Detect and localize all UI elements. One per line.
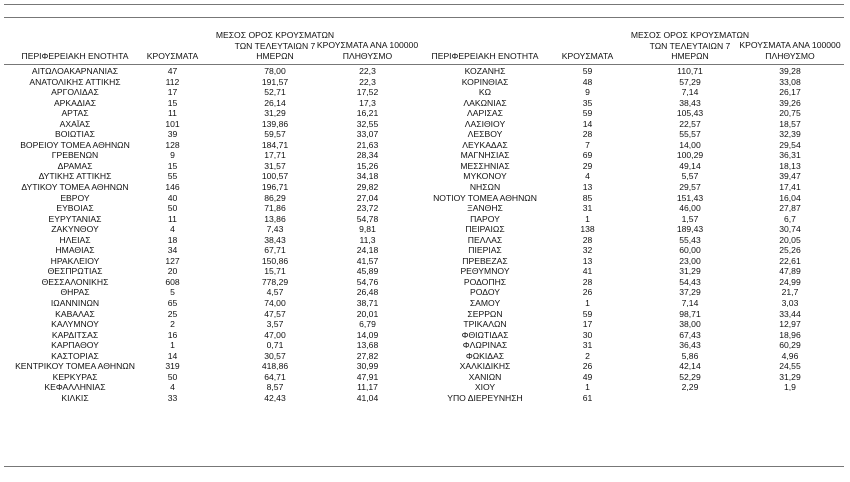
right-per100k-cell: 24,55 (779, 361, 801, 372)
right-cases-cell: 13 (582, 182, 593, 193)
right-per100k-cell: 33,08 (779, 76, 801, 87)
right-avg-cell: 52,29 (679, 371, 701, 382)
right-cases-cell: 2 (585, 350, 590, 361)
right-region-cell: ΠΕΛΛΑΣ (467, 234, 503, 245)
left-region-cell: ΔΥΤΙΚΟΥ ΤΟΜΕΑ ΑΘΗΝΩΝ (21, 182, 129, 193)
right-per100k-column (725, 66, 850, 404)
right-cases-cell: 49 (582, 371, 593, 382)
left-cases-cell: 128 (165, 139, 180, 150)
left-avg-cell: 67,71 (264, 245, 286, 256)
right-cases-cell: 1 (585, 213, 590, 224)
left-cases-cell: 146 (165, 182, 180, 193)
right-region-cell: ΧΑΛΚΙΔΙΚΗΣ (459, 361, 511, 372)
right-per100k-cell: 26,17 (779, 87, 801, 98)
right-avg-cell: 42,14 (679, 361, 701, 372)
left-per100k-cell: 54,76 (356, 276, 379, 287)
left-per100k-cell: 6,79 (359, 319, 376, 330)
left-avg-cell: 31,29 (264, 108, 286, 119)
left-cases-cell: 319 (165, 361, 180, 372)
right-avg-cell: 110,71 (677, 66, 703, 76)
header-top-rule (4, 17, 844, 18)
right-avg-cell: 60,00 (679, 245, 701, 256)
left-per100k-cell: 17,3 (359, 97, 376, 108)
left-region-cell: ΘΕΣΣΑΛΟΝΙΚΗΣ (41, 276, 109, 287)
left-cases-cell: 608 (165, 276, 180, 287)
right-per100k-cell: 12,97 (779, 319, 801, 330)
right-cases-cell: 14 (582, 118, 593, 129)
left-region-cell: ΙΩΑΝΝΙΝΩΝ (50, 298, 100, 309)
right-header-per100k-line: ΠΛΗΘΥΣΜΟ (765, 50, 815, 61)
right-cases-cell: 85 (582, 192, 593, 203)
left-per100k-cell: 38,71 (356, 298, 379, 309)
left-avg-cell: 196,71 (261, 182, 289, 193)
left-cases-cell: 34 (167, 245, 178, 256)
right-cases-cell: 30 (582, 329, 593, 340)
right-per100k-cell: 18,96 (779, 329, 801, 340)
right-per100k-cell: 25,26 (779, 245, 801, 256)
right-avg-cell: 7,14 (681, 298, 699, 309)
left-region-cell: ΗΡΑΚΛΕΙΟΥ (50, 255, 100, 266)
right-per100k-cell: 31,29 (779, 371, 801, 382)
right-per100k-cell: 17,41 (779, 182, 801, 193)
left-cases-cell: 2 (170, 319, 175, 330)
left-per100k-cell: 21,63 (356, 139, 379, 150)
left-per100k-cell: 14,09 (356, 329, 379, 340)
left-per100k-cell: 27,82 (356, 350, 379, 361)
left-per100k-cell: 33,07 (356, 129, 379, 140)
right-region-cell: ΛΕΥΚΑΔΑΣ (462, 139, 508, 150)
right-header-avg-line: ΤΩΝ ΤΕΛΕΥΤΑΙΩΝ 7 (649, 40, 731, 51)
left-region-cell: ΗΜΑΘΙΑΣ (55, 245, 95, 256)
right-region-cell: ΛΑΡΙΣΑΣ (467, 108, 503, 119)
left-per100k-cell: 34,18 (356, 171, 379, 182)
right-header-region: ΠΕΡΙΦΕΡΕΙΑΚΗ ΕΝΟΤΗΤΑ (431, 51, 539, 61)
right-avg-cell: 57,29 (679, 76, 701, 87)
left-cases-cell: 50 (167, 371, 178, 382)
right-region-cell: ΠΙΕΡΙΑΣ (468, 245, 502, 256)
left-avg-cell: 64,71 (264, 371, 286, 382)
left-per100k-cell: 29,82 (356, 182, 379, 193)
left-per100k-cell: 13,68 (356, 340, 379, 351)
left-avg-cell: 418,86 (261, 361, 289, 372)
right-avg-cell: 38,00 (679, 319, 701, 330)
right-avg-cell: 49,14 (679, 160, 701, 171)
left-avg-cell: 30,57 (264, 350, 286, 361)
right-cases-cell: 31 (582, 340, 593, 351)
left-cases-cell: 5 (170, 287, 175, 298)
left-avg-cell: 42,43 (264, 392, 286, 403)
left-region-cell: ΚΑΣΤΟΡΙΑΣ (51, 350, 99, 361)
left-region-cell: ΕΥΒΟΙΑΣ (56, 203, 94, 214)
left-cases-cell: 1 (170, 340, 175, 351)
right-avg-cell: 105,43 (676, 108, 704, 119)
right-avg-cell: 2,29 (681, 382, 699, 393)
right-avg-cell: 29,57 (679, 182, 701, 193)
left-per100k-cell: 17,52 (356, 87, 379, 98)
left-per100k-cell: 9,81 (359, 224, 376, 235)
left-per100k-cell: 41,04 (356, 392, 379, 403)
right-region-cell: ΣΕΡΡΩΝ (467, 308, 503, 319)
left-region-cell: ΚΑΒΑΛΑΣ (55, 308, 95, 319)
left-per100k-cell: 26,48 (356, 287, 379, 298)
right-per100k-cell: 30,74 (779, 224, 801, 235)
right-per100k-cell: 39,26 (779, 97, 801, 108)
left-region-cell: ΓΡΕΒΕΝΩΝ (51, 150, 99, 161)
left-per100k-cell: 22,3 (359, 76, 376, 87)
right-cases-cell: 48 (582, 76, 593, 87)
right-per100k-cell: 27,87 (779, 203, 801, 214)
left-region-cell: ΒΟΡΕΙΟΥ ΤΟΜΕΑ ΑΘΗΝΩΝ (20, 139, 130, 150)
left-avg-cell: 13,86 (264, 213, 286, 224)
bottom-rule (4, 466, 844, 467)
left-region-cell: ΒΟΙΩΤΙΑΣ (55, 129, 95, 140)
right-region-cell: ΦΩΚΙΔΑΣ (465, 350, 505, 361)
right-region-cell: ΚΩ (478, 87, 492, 98)
left-avg-cell: 184,71 (261, 139, 289, 150)
left-per100k-cell: 23,72 (356, 203, 379, 214)
left-header-per100k-line: ΚΡΟΥΣΜΑΤΑ ΑΝΑ 100000 (316, 40, 419, 50)
right-avg-cell: 37,29 (679, 287, 701, 298)
right-region-cell: ΛΑΚΩΝΙΑΣ (463, 97, 507, 108)
left-avg-cell: 78,00 (264, 66, 286, 76)
right-region-cell: ΚΟΖΑΝΗΣ (464, 66, 506, 76)
left-avg-cell: 17,71 (264, 150, 286, 161)
left-cases-column (130, 66, 215, 404)
right-avg-cell: 22,57 (679, 118, 701, 129)
left-region-cell: ΚΙΛΚΙΣ (61, 392, 89, 403)
right-cases-cell: 17 (582, 319, 593, 330)
left-cases-cell: 40 (167, 192, 178, 203)
right-cases-cell: 28 (582, 234, 593, 245)
right-cases-cell: 1 (585, 298, 590, 309)
left-cases-cell: 11 (168, 108, 177, 119)
left-per100k-cell: 41,57 (356, 255, 379, 266)
right-per100k-cell: 1,9 (784, 382, 796, 393)
left-per100k-cell: 15,26 (356, 160, 379, 171)
right-region-cell: ΛΕΣΒΟΥ (467, 129, 503, 140)
left-per100k-cell: 28,34 (356, 150, 379, 161)
left-per100k-cell: 54,78 (356, 213, 379, 224)
right-avg-cell: 55,57 (679, 129, 701, 140)
right-region-cell: ΝΗΣΩΝ (469, 182, 501, 193)
right-region-cell: ΠΑΡΟΥ (470, 213, 500, 224)
left-region-cell: ΚΕΝΤΡΙΚΟΥ ΤΟΜΕΑ ΑΘΗΝΩΝ (15, 361, 135, 372)
left-per100k-cell: 45,89 (356, 266, 379, 277)
left-cases-cell: 101 (165, 118, 180, 129)
left-avg-cell: 15,71 (264, 266, 286, 277)
right-avg-cell: 100,29 (676, 150, 704, 161)
left-region-cell: ΚΑΡΠΑΘΟΥ (51, 340, 99, 351)
right-per100k-cell: 29,54 (779, 139, 801, 150)
left-region-cell: ΔΡΑΜΑΣ (57, 160, 93, 171)
left-per100k-cell: 11,3 (359, 234, 376, 245)
right-cases-cell: 69 (582, 150, 593, 161)
left-header-region: ΠΕΡΙΦΕΡΕΙΑΚΗ ΕΝΟΤΗΤΑ (21, 51, 129, 61)
left-avg-cell: 47,00 (264, 329, 286, 340)
right-region-cell: ΠΡΕΒΕΖΑΣ (462, 255, 508, 266)
right-region-cell: ΥΠΟ ΔΙΕΡΕΥΝΗΣΗ (447, 392, 523, 403)
right-region-column (410, 66, 560, 404)
right-cases-cell: 13 (582, 255, 593, 266)
left-header-cases: ΚΡΟΥΣΜΑΤΑ (146, 51, 199, 61)
right-region-cell: ΧΙΟΥ (474, 382, 496, 393)
left-region-cell: ΑΡΤΑΣ (61, 108, 89, 119)
right-region-cell: ΦΘΙΩΤΙΔΑΣ (461, 329, 509, 340)
right-region-cell: ΠΕΙΡΑΙΩΣ (465, 224, 505, 235)
left-region-cell: ΘΗΡΑΣ (60, 287, 90, 298)
right-region-cell: ΜΑΓΝΗΣΙΑΣ (460, 150, 510, 161)
left-avg-cell: 71,86 (264, 203, 286, 214)
left-per100k-cell: 11,17 (357, 382, 378, 393)
left-region-cell: ΚΑΡΔΙΤΣΑΣ (51, 329, 99, 340)
left-avg-cell: 7,43 (266, 224, 284, 235)
right-region-cell: ΧΑΝΙΩΝ (468, 371, 502, 382)
left-per100k-cell: 27,04 (356, 192, 379, 203)
right-per100k-cell: 22,61 (779, 255, 801, 266)
right-cases-cell: 4 (585, 171, 590, 182)
left-region-cell: ΔΥΤΙΚΗΣ ΑΤΤΙΚΗΣ (38, 171, 112, 182)
right-per100k-cell: 18,13 (779, 160, 801, 171)
right-region-cell: ΚΟΡΙΝΘΙΑΣ (461, 76, 509, 87)
right-cases-cell: 59 (582, 66, 593, 76)
left-avg-cell: 778,29 (261, 276, 289, 287)
left-avg-cell: 191,57 (261, 76, 289, 87)
left-avg-cell: 4,57 (266, 287, 284, 298)
right-cases-cell: 31 (582, 203, 593, 214)
left-avg-cell: 139,86 (261, 118, 289, 129)
right-avg-cell: 151,43 (676, 192, 704, 203)
left-region-cell: ΕΒΡΟΥ (60, 192, 90, 203)
right-per100k-cell: 24,99 (779, 276, 801, 287)
right-cases-cell: 32 (582, 245, 593, 256)
left-cases-cell: 127 (165, 255, 180, 266)
left-cases-cell: 4 (170, 382, 175, 393)
left-avg-cell: 8,57 (266, 382, 284, 393)
right-avg-cell: 5,86 (681, 350, 699, 361)
right-avg-cell: 7,14 (681, 87, 699, 98)
right-region-cell: ΜΥΚΟΝΟΥ (463, 171, 507, 182)
left-avg-cell: 0,71 (266, 340, 284, 351)
left-header-avg-line: ΤΩΝ ΤΕΛΕΥΤΑΙΩΝ 7 (234, 40, 316, 51)
right-avg-cell: 1,57 (681, 213, 699, 224)
right-per100k-cell: 21,7 (781, 287, 799, 298)
left-region-cell: ΘΕΣΠΡΩΤΙΑΣ (47, 266, 103, 277)
right-header-avg-line: ΜΕΣΟΣ ΟΡΟΣ ΚΡΟΥΣΜΑΤΩΝ (630, 30, 750, 40)
left-cases-cell: 50 (167, 203, 178, 214)
right-avg-cell: 67,43 (679, 329, 701, 340)
right-per100k-cell: 6,7 (784, 213, 796, 224)
right-per100k-cell (725, 393, 850, 404)
right-region-cell: ΦΛΩΡΙΝΑΣ (462, 340, 508, 351)
right-per100k-cell: 20,05 (779, 234, 801, 245)
header-bottom-rule (4, 64, 844, 65)
right-cases-cell: 61 (582, 392, 593, 403)
left-avg-cell: 100,57 (261, 171, 289, 182)
left-region-cell: ΑΧΑΪΑΣ (59, 118, 91, 129)
left-cases-cell: 18 (167, 234, 178, 245)
right-cases-cell: 26 (582, 287, 593, 298)
right-region-cell: ΝΟΤΙΟΥ ΤΟΜΕΑ ΑΘΗΝΩΝ (433, 192, 537, 203)
right-per100k-cell: 3,03 (781, 298, 799, 309)
left-region-cell: ΑΙΤΩΛΟΑΚΑΡΝΑΝΙΑΣ (31, 66, 119, 76)
right-region-cell: ΞΑΝΘΗΣ (467, 203, 503, 214)
right-region-cell: ΛΑΣΙΘΙΟΥ (464, 118, 506, 129)
right-avg-cell: 31,29 (679, 266, 701, 277)
left-per100k-cell: 47,91 (356, 371, 379, 382)
left-cases-cell: 16 (167, 329, 178, 340)
right-per100k-cell: 47,89 (779, 266, 801, 277)
left-cases-cell: 15 (167, 160, 178, 171)
left-avg-cell: 59,57 (264, 129, 286, 140)
left-cases-cell: 33 (167, 392, 178, 403)
left-cases-cell: 14 (167, 350, 178, 361)
left-cases-cell: 65 (167, 298, 178, 309)
left-cases-cell: 25 (167, 308, 178, 319)
right-cases-cell: 26 (582, 361, 593, 372)
right-per100k-cell: 20,75 (779, 108, 801, 119)
right-avg-cell: 98,71 (679, 308, 701, 319)
right-avg-cell: 36,43 (679, 340, 701, 351)
left-region-cell: ΚΑΛΥΜΝΟΥ (51, 319, 99, 330)
left-cases-cell: 39 (167, 129, 178, 140)
right-avg-cell: 55,43 (679, 234, 701, 245)
right-region-cell: ΡΟΔΟΥ (470, 287, 500, 298)
left-region-cell: ΑΡΓΟΛΙΔΑΣ (51, 87, 99, 98)
left-header-avg-line: ΜΕΣΟΣ ΟΡΟΣ ΚΡΟΥΣΜΑΤΩΝ (215, 30, 335, 40)
left-region-cell: ΚΕΡΚΥΡΑΣ (52, 371, 98, 382)
left-header-avg-line: ΗΜΕΡΩΝ (256, 51, 294, 61)
left-cases-cell: 47 (167, 66, 178, 76)
left-cases-cell: 11 (168, 213, 177, 224)
right-per100k-cell: 16,04 (779, 192, 801, 203)
left-region-column (0, 66, 150, 404)
left-per100k-cell: 22,3 (359, 66, 376, 76)
right-region-cell: ΡΕΘΥΜΝΟΥ (460, 266, 510, 277)
right-avg-cell: 54,43 (679, 276, 701, 287)
right-avg-cell: 14,00 (679, 139, 701, 150)
left-per100k-cell: 20,01 (356, 308, 379, 319)
right-avg-cell: 38,43 (679, 97, 701, 108)
right-region-cell: ΤΡΙΚΑΛΩΝ (463, 319, 507, 330)
right-avg-cell: 5,57 (681, 171, 699, 182)
left-header-per100k-line: ΠΛΗΘΥΣΜΟ (342, 50, 393, 61)
left-per100k-cell: 24,18 (356, 245, 379, 256)
right-cases-cell: 35 (582, 97, 593, 108)
left-avg-cell: 31,57 (264, 160, 286, 171)
right-per100k-cell: 36,31 (779, 150, 801, 161)
left-avg-cell: 38,43 (264, 234, 286, 245)
right-per100k-cell: 39,28 (779, 66, 801, 76)
right-region-cell: ΡΟΔΟΠΗΣ (463, 276, 507, 287)
left-per100k-cell: 30,99 (356, 361, 379, 372)
right-region-cell: ΜΕΣΣΗΝΙΑΣ (460, 160, 510, 171)
right-avg-cell: 189,43 (676, 224, 704, 235)
right-per100k-cell: 33,44 (779, 308, 801, 319)
left-cases-cell: 112 (165, 76, 180, 87)
left-cases-cell: 4 (170, 224, 175, 235)
right-cases-cell: 29 (582, 160, 593, 171)
left-per100k-cell: 16,21 (356, 108, 379, 119)
left-cases-cell: 15 (167, 97, 178, 108)
right-cases-cell: 28 (582, 276, 593, 287)
left-region-cell: ΑΝΑΤΟΛΙΚΗΣ ΑΤΤΙΚΗΣ (29, 76, 121, 87)
left-region-cell: ΖΑΚΥΝΘΟΥ (51, 224, 99, 235)
right-cases-cell: 7 (585, 139, 590, 150)
right-cases-cell: 1 (585, 382, 590, 393)
right-header-avg-line: ΗΜΕΡΩΝ (671, 51, 709, 61)
left-avg-cell: 52,71 (264, 87, 286, 98)
left-region-cell: ΑΡΚΑΔΙΑΣ (53, 97, 97, 108)
right-header-per100k-line: ΚΡΟΥΣΜΑΤΑ ΑΝΑ 100000 (739, 40, 841, 50)
left-cases-cell: 20 (167, 266, 178, 277)
right-avg-cell: 23,00 (679, 255, 701, 266)
left-avg-cell: 3,57 (266, 319, 284, 330)
right-avg-cell: 46,00 (679, 203, 701, 214)
left-cases-cell: 9 (170, 150, 175, 161)
left-region-cell: ΕΥΡΥΤΑΝΙΑΣ (48, 213, 102, 224)
left-avg-cell: 74,00 (264, 298, 286, 309)
right-cases-cell: 59 (582, 308, 593, 319)
right-header-cases: ΚΡΟΥΣΜΑΤΑ (561, 51, 614, 61)
right-per100k-cell: 32,39 (779, 129, 801, 140)
top-rule (4, 4, 844, 5)
right-cases-column (545, 66, 630, 404)
right-region-cell: ΣΑΜΟΥ (469, 298, 501, 309)
left-avg-cell: 47,57 (264, 308, 286, 319)
left-cases-cell: 17 (167, 87, 178, 98)
left-region-cell: ΚΕΦΑΛΛΗΝΙΑΣ (44, 382, 106, 393)
left-avg-cell: 26,14 (264, 97, 286, 108)
left-region-cell: ΗΛΕΙΑΣ (59, 234, 91, 245)
left-cases-cell: 55 (167, 171, 178, 182)
right-cases-cell: 59 (582, 108, 593, 119)
right-cases-cell: 41 (582, 266, 593, 277)
right-per100k-cell: 18,57 (779, 118, 801, 129)
right-cases-cell: 138 (580, 224, 595, 235)
right-cases-cell: 9 (585, 87, 590, 98)
right-per100k-cell: 4,96 (781, 350, 799, 361)
right-header-per100k (725, 40, 850, 61)
left-per100k-cell: 32,55 (356, 118, 379, 129)
right-per100k-cell: 60,29 (779, 340, 801, 351)
right-cases-cell: 28 (582, 129, 593, 140)
left-avg-cell: 86,29 (264, 192, 286, 203)
left-avg-cell: 150,86 (261, 255, 289, 266)
right-per100k-cell: 39,47 (779, 171, 801, 182)
